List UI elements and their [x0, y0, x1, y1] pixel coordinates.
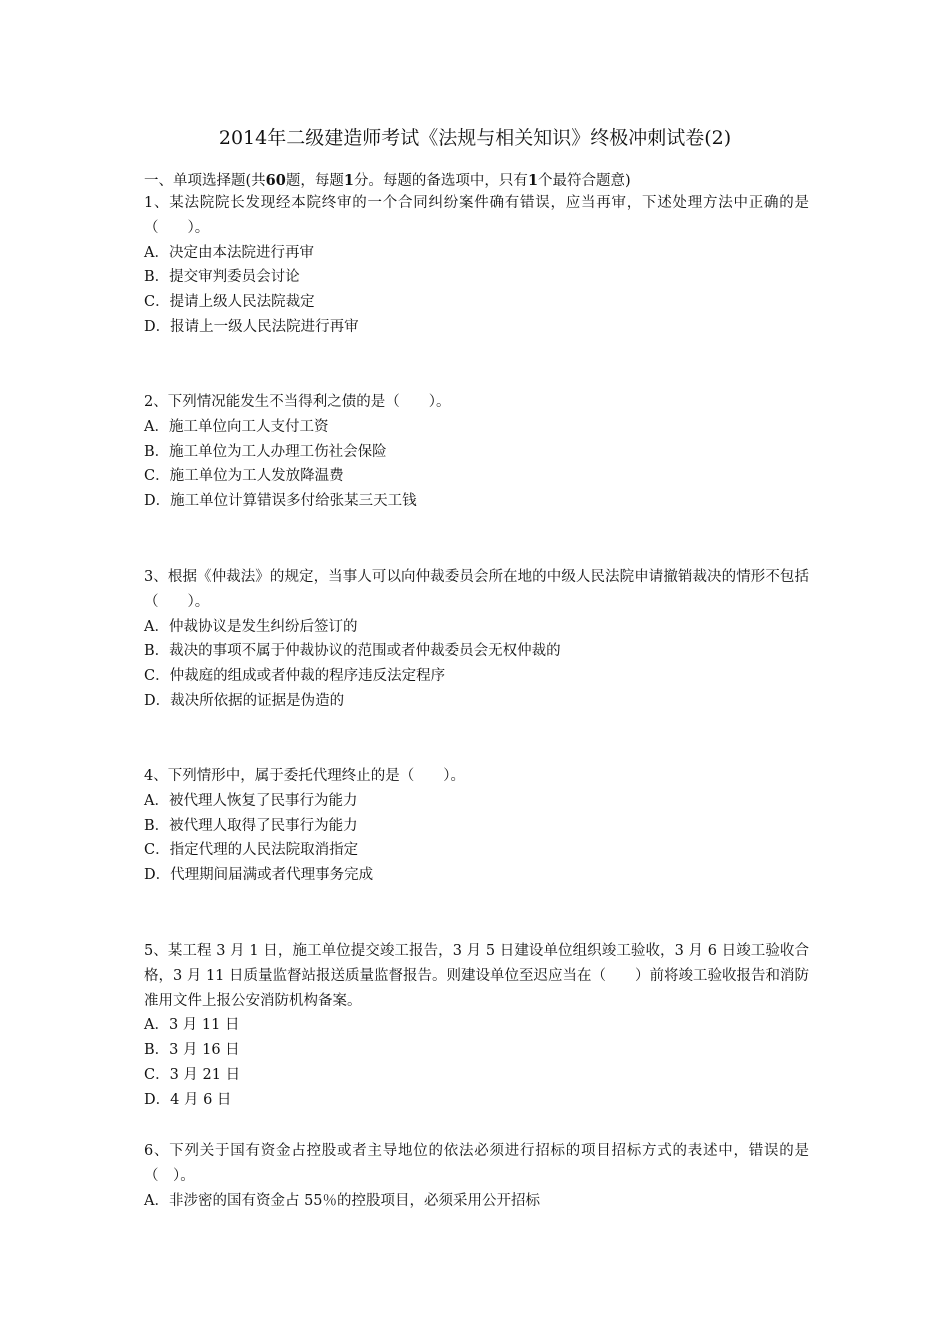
question-stem: 4、下列情形中，属于委托代理终止的是（ ）。	[144, 768, 465, 784]
question-stem: 2、下列情况能发生不当得利之债的是（ ）。	[144, 394, 451, 410]
section-best-count: 1	[527, 172, 539, 189]
question-2	[144, 390, 809, 514]
question-stem: 5、某工程 3 月 1 日，施工单位提交竣工报告，3 月 5 日建设单位组织竣工验收，3 月 6 日竣工验收合格，3 月 11 日质量监督站报送质量监督报告。则建设单位至迟应当在（ ）前将竣工验收报告和消防准用文件上报公安消防机构备案。	[144, 943, 809, 1009]
question-stem: 3、根据《仲裁法》的规定，当事人可以向仲裁委员会所在地的中级人民法院申请撤销裁决的情形不包括（ ）。	[144, 569, 809, 610]
option-d: D．裁决所依据的证据是伪造的	[144, 692, 345, 709]
option-a: A．施工单位向工人支付工资	[144, 418, 329, 435]
option-c: C．仲裁庭的组成或者仲裁的程序违反法定程序	[144, 668, 446, 685]
option-a: A．非涉密的国有资金占 55％的控股项目，必须采用公开招标	[144, 1192, 541, 1209]
option-a: A．3 月 11 日	[144, 1017, 240, 1034]
option-c: C．施工单位为工人发放降温费	[144, 468, 344, 485]
section-heading	[144, 169, 631, 193]
section-score: 1	[343, 172, 354, 189]
option-c: C．3 月 21 日	[144, 1066, 241, 1083]
question-3	[144, 565, 809, 714]
option-b: B．3 月 16 日	[144, 1042, 240, 1059]
option-d: D．报请上一级人民法院进行再审	[144, 318, 359, 335]
option-a: A．决定由本法院进行再审	[144, 244, 314, 261]
option-b: B．施工单位为工人办理工伤社会保险	[144, 443, 387, 460]
option-c: C．提请上级人民法院裁定	[144, 294, 315, 311]
option-b: B．裁决的事项不属于仲裁协议的范围或者仲裁委员会无权仲裁的	[144, 643, 561, 660]
question-5	[144, 939, 809, 1113]
section-heading-mid1: 题，每题	[285, 173, 344, 189]
option-b: B．提交审判委员会讨论	[144, 269, 300, 286]
section-heading-suffix: 个最符合题意)	[538, 173, 631, 189]
section-heading-mid2: 分。每题的备选项中，只有	[353, 173, 528, 189]
question-4	[144, 764, 809, 888]
question-6	[144, 1139, 809, 1213]
option-c: C．指定代理的人民法院取消指定	[144, 842, 359, 859]
option-d: D．代理期间届满或者代理事务完成	[144, 867, 374, 884]
exam-title: 2014年二级建造师考试《法规与相关知识》终极冲刺试卷(2)	[218, 127, 732, 149]
section-question-count: 60	[265, 172, 286, 189]
option-d: D．施工单位计算错误多付给张某三天工钱	[144, 493, 417, 510]
question-stem: 6、下列关于国有资金占控股或者主导地位的依法必须进行招标的项目招标方式的表述中，错误的是（ ）。	[144, 1143, 809, 1184]
question-stem: 1、某法院院长发现经本院终审的一个合同纠纷案件确有错误，应当再审，下述处理方法中正确的是（ ）。	[144, 195, 809, 236]
section-heading-prefix: 一、单项选择题(共	[144, 173, 266, 189]
option-b: B．被代理人取得了民事行为能力	[144, 817, 358, 834]
question-1	[144, 191, 809, 340]
option-d: D．4 月 6 日	[144, 1091, 232, 1108]
option-a: A．仲裁协议是发生纠纷后签订的	[144, 618, 358, 635]
option-a: A．被代理人恢复了民事行为能力	[144, 792, 358, 809]
